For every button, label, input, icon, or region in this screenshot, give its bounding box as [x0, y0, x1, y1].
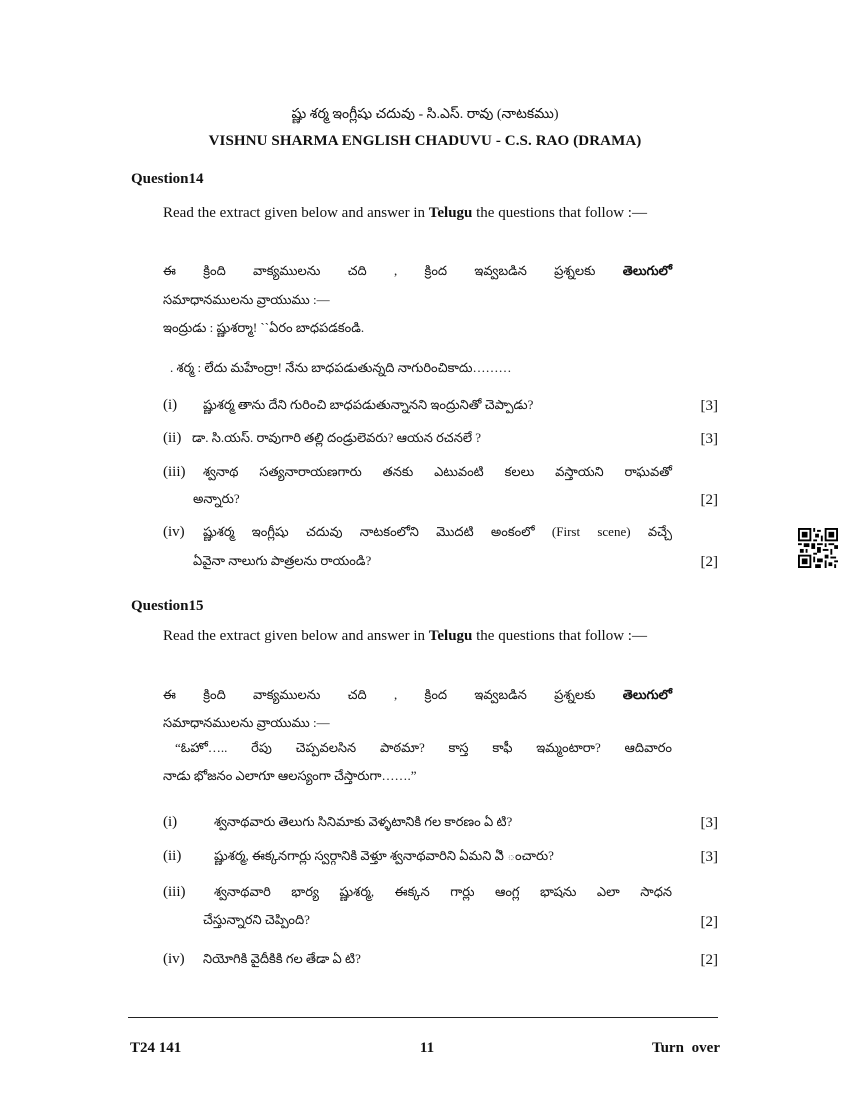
turn-over-label: Turn over — [651, 1040, 720, 1056]
q14-telugu-instruction-line1 — [163, 257, 672, 285]
q14-dialogue-sharma: . శర్మ : లేదు మహేంద్రా! నేను బాధపడుతున్నది నాగురించికాదు……… — [170, 360, 512, 375]
q14-i-marks: [3] — [700, 398, 718, 414]
q14-instruction-b: the questions that follow :— — [476, 205, 647, 221]
q15-iv-marks: [2] — [700, 952, 718, 968]
q15-instruction-b: the questions that follow :— — [476, 628, 647, 644]
q15-tel-instr-1: ఈ క్రింది వాక్యములను చది , క్రింద ఇవ్వబడిన ప్రశ్నలకు — [163, 687, 596, 702]
question-14-heading: Question14 — [131, 171, 204, 187]
q14-iii-number: (iii) — [163, 464, 186, 480]
q14-iv-marks: [2] — [700, 554, 718, 570]
q14-ii-number: (ii) — [163, 430, 182, 446]
q15-iii-text-cont: చేస్తున్నారని చెప్పింది? — [203, 912, 310, 927]
q15-iv-number: (iv) — [163, 951, 185, 967]
qr-code — [798, 527, 838, 569]
page-number: 11 — [419, 1040, 435, 1056]
q15-ii-marks: [3] — [700, 849, 718, 865]
footer-divider — [128, 1017, 718, 1018]
q14-i-text: ష్ణుశర్మ తాను దేని గురించి బాధపడుతున్నానని ఇంద్రునితో చెప్పాడు? — [203, 397, 534, 412]
q14-iv-text-cont: ఏవైనా నాలుగు పాత్రలను రాయండి? — [193, 553, 372, 568]
q14-iii-text-cont: అన్నారు? — [193, 491, 240, 506]
q15-iii-text: శ్వనాథవారి భార్య ష్ణుశర్మ, ఈక్కన గార్లు ఆంగ్ల భాషను ఎలా సాధన — [214, 884, 672, 899]
q14-iv-text: ష్ణుశర్మ ఇంగ్లీషు చదువు నాటకంలోని మొదటి అంకంలో (First scene) వచ్చే — [203, 524, 672, 539]
paper-code: T24 141 — [130, 1040, 182, 1056]
q15-instruction-bold: Telugu — [428, 628, 473, 644]
q15-quote-line2: నాడు భోజనం ఎలాగూ ఆలస్యంగా చేస్తారుగా…….” — [163, 768, 417, 783]
q15-tel-instr-bold: తెలుగులో — [622, 687, 673, 702]
q14-telugu-instruction-line2: సమాధానములను వ్రాయుము :— — [163, 292, 330, 307]
q14-tel-instr-bold: తెలుగులో — [622, 263, 673, 278]
q15-instruction-a: Read the extract given below and answer in — [163, 628, 425, 644]
q15-i-text: శ్వనాథవారు తెలుగు సినిమాకు వెళ్ళటానికి గల కారణం ఏ టి? — [214, 814, 513, 829]
telugu-title: ష్ణు శర్మ ఇంగ్లీషు చదువు - సి.ఎస్. రావు (నాటకము) — [291, 107, 559, 122]
q15-quote-line1: “ఓహో….. రేపు చెప్పవలసిన పాఠమా? కాస్త కాఫీ ఇమ్మంటారా? ఆదివారం — [175, 740, 672, 755]
q14-i-number: (i) — [163, 397, 178, 413]
q15-ii-number: (ii) — [163, 848, 182, 864]
q14-ii-text: డా. సి.యస్. రావుగారి తల్లి దండ్రులెవరు? ఆయన రచనలే ? — [192, 430, 482, 445]
q14-instruction-bold: Telugu — [428, 205, 473, 221]
q15-instruction — [163, 622, 672, 650]
q15-iv-text: నియోగికి వైదీకికి గల తేడా ఏ టి? — [203, 951, 361, 966]
q15-iii-number: (iii) — [163, 884, 186, 900]
q14-ii-marks: [3] — [700, 431, 718, 447]
q14-instruction — [163, 199, 672, 227]
q15-ii-text: ష్ణుశర్మ, ఈక్కనగార్లు స్వర్గానికి వెళ్తూ శ్వనాథవారిని ఏమని ఏి ంచారు? — [214, 848, 554, 863]
q15-iii-marks: [2] — [700, 914, 718, 930]
q14-tel-instr-1: ఈ క్రింది వాక్యములను చది , క్రింద ఇవ్వబడిన ప్రశ్నలకు — [163, 263, 596, 278]
q14-dialogue-indra: ఇంద్రుడు : ష్ణుశర్మా! ``ఏరం బాధపడకండి. — [163, 320, 365, 335]
question-15-heading: Question15 — [131, 598, 204, 614]
q15-i-number: (i) — [163, 814, 178, 830]
q15-i-marks: [3] — [700, 815, 718, 831]
q15-telugu-instruction-line1 — [163, 681, 672, 709]
english-title: VISHNU SHARMA ENGLISH CHADUVU - C.S. RAO (DRAMA) — [208, 133, 642, 149]
q14-iii-marks: [2] — [700, 492, 718, 508]
q14-instruction-a: Read the extract given below and answer in — [163, 205, 425, 221]
q14-iv-number: (iv) — [163, 524, 185, 540]
q14-iii-text: శ్వనాథ సత్యనారాయణగారు తనకు ఎటువంటి కలలు వస్తాయని రాఘవతో — [203, 464, 672, 479]
q15-telugu-instruction-line2: సమాధానములను వ్రాయుము :— — [163, 715, 330, 730]
